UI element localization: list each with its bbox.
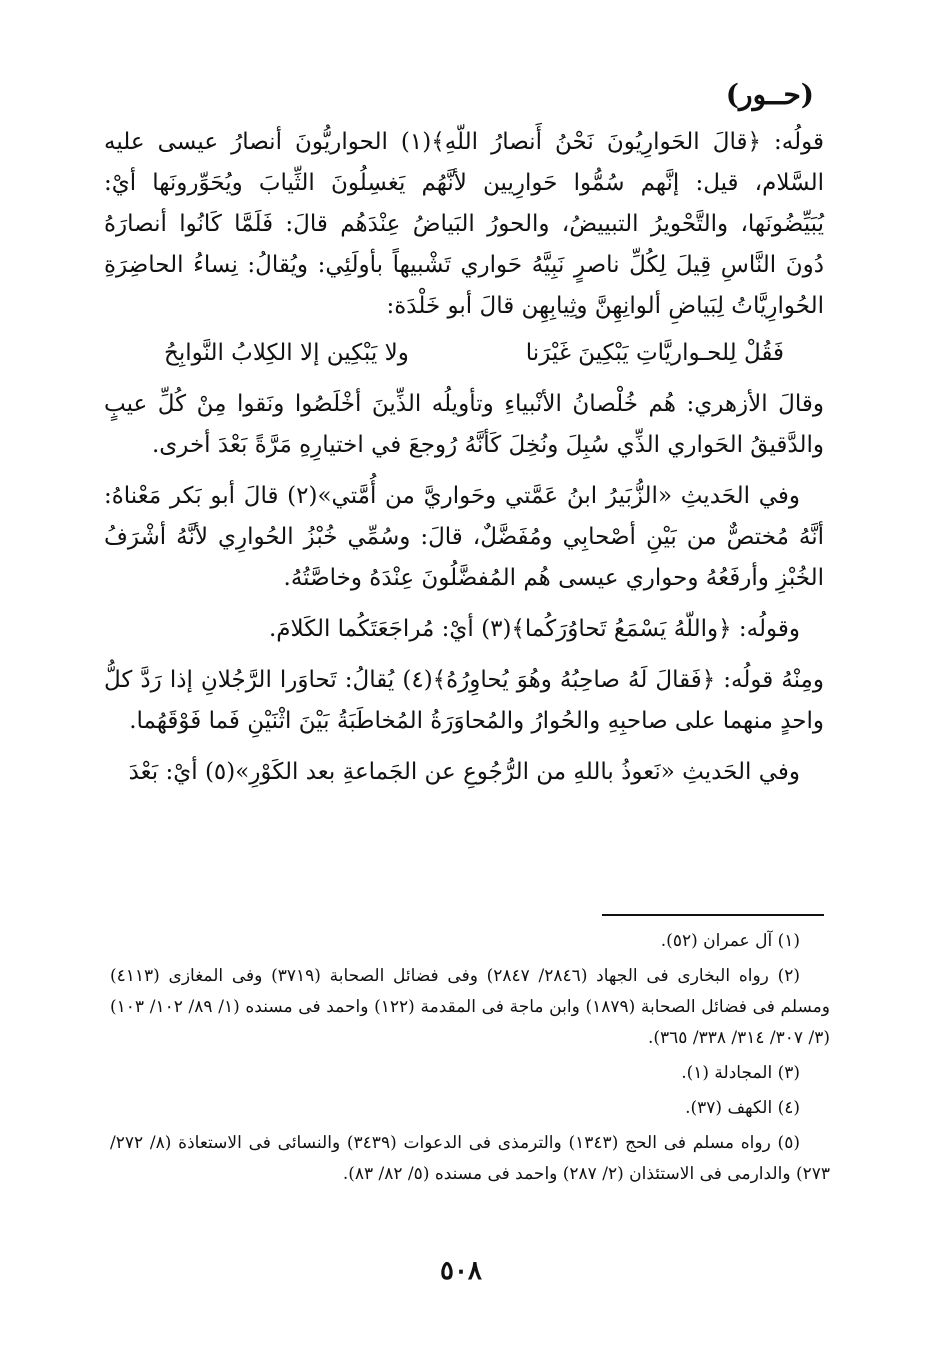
paragraph-6: وفي الحَديثِ «نَعوذُ باللهِ من الرُّجُوعِ عن الجَماعةِ بعد الكَوْرِ»(٥) أيْ: بَعْدَ (128, 759, 800, 785)
page-header: (حــور) (725, 78, 814, 111)
paragraph-2: وقالَ الأزهري: هُم خُلْصانُ الأنْبياءِ وتأويلُه الذِّينَ أخْلَصُوا ونَقوا مِنْ كُلِّ عيبٍ والدَّقيقُ الحَواري الذِّي سُبِلَ ونُخِلَ كَأنَّهُ رُوجعَ في اختيارِهِ مَرَّةً بَعْدَ أخرى. (104, 391, 824, 458)
footnote-divider (602, 914, 824, 916)
paragraph-3: وفي الحَديثِ «الزُّبَيرُ ابنُ عَمَّتي وحَواريَّ من أُمَّتي»(٢) قالَ أبو بَكر مَعْناهُ: أنَّهُ مُختصٌّ من بَيْنِ أصْحابِي ومُفَضَّلٌ، قالَ: وسُمِّي خُبْزُ الحُوارِي لأنَّهُ أشْرَفُ الخُبْزِ وأرفَعُهُ وحواري عيسى هُم المُفضَّلُونَ عِنْدَهُ وخاصَّتُهُ. (104, 483, 824, 591)
footnotes (110, 926, 830, 1194)
paragraph-1: قولُه: ﴿قالَ الحَوارِيُونَ نَحْنُ أَنصارُ اللّهِ﴾(١) الحواريُّونَ أنصارُ عيسى عليه السَّلام، قيل: إنَّهم سُمُّوا حَوارِيين لأنَّهُم يَغسِلُونَ الثِّيابَ ويُحَوِّرونَها أيْ: يُبَيِّضُونَها، والتَّحْويرُ التبييضُ، والحورُ البَياضُ عِنْدَهُم قالَ: فَلَمَّا كَانُوا أنصارَهُ دُونَ النَّاسِ قِيلَ لِكُلِّ ناصرٍ نَبِيَّهُ حَواري تَشْبيهاً بأولَئِي: ويُقالُ: نِساءُ الحاضِرَةِ الحُوارِيَّاتُ لِبَياضِ ألوانِهِنَّ وثِيابِهِن قالَ أبو خَلْدَة: (104, 129, 824, 319)
paragraph-4: وقولُه: ﴿واللّهُ يَسْمَعُ تَحاوُرَكُما﴾(٣) أيْ: مُراجَعَتَكُما الكَلامَ. (268, 616, 800, 642)
verse-second-hemistich: ولا يَبْكِين إلا الكِلابُ النَّوابِحُ (164, 340, 409, 366)
poetry-verse (104, 333, 824, 374)
footnote-2: (٢) رواه البخارى فى الجهاد (٢٨٤٦/ ٢٨٤٧) وفى فضائل الصحابة (٣٧١٩) وفى المغازى (٤١١٣) ومسلم فى فضائل الصحابة (١٨٧٩) وابن ماجة فى المقدمة (١٢٢) واحمد فى مسنده (١/ ٨٩/ ١٠٢/ ١٠٣) (٣/ ٣٠٧/ ٣١٤/ ٣٣٨/ ٣٦٥). (110, 966, 830, 1048)
footnote-1: (١) آل عمران (٥٢). (660, 931, 800, 951)
main-text (104, 122, 824, 793)
footnote-3: (٣) المجادلة (١). (681, 1063, 800, 1083)
verse-first-hemistich: فَقُلْ لِلحـواريَّاتِ يَبْكِينَ غَيْرَنا (525, 340, 784, 366)
paragraph-5: ومِنْهُ قولُه: ﴿فَقالَ لَهُ صاحِبُهُ وهُوَ يُحاوِرُهُ﴾(٤) يُقالُ: تَحاوَرا الرَّجُلانِ إذا رَدَّ كلُّ واحدٍ منهما على صاحبِهِ والحُوارُ والمُحاوَرَةُ المُخاطَبَةُ بَيْنَ اثْنَيْنِ فَما فَوْقَهُما. (104, 667, 824, 734)
footnote-5: (٥) رواه مسلم فى الحج (١٣٤٣) والترمذى فى الدعوات (٣٤٣٩) والنسائى فى الاستعاذة (٨/ ٢٧٢/ ٢٧٣) والدارمى فى الاستئذان (٢/ ٢٨٧) واحمد فى مسنده (٥/ ٨٢/ ٨٣). (110, 1133, 830, 1184)
footnote-4: (٤) الكهف (٣٧). (685, 1098, 800, 1118)
page-number: ٥٠٨ (440, 1256, 482, 1286)
